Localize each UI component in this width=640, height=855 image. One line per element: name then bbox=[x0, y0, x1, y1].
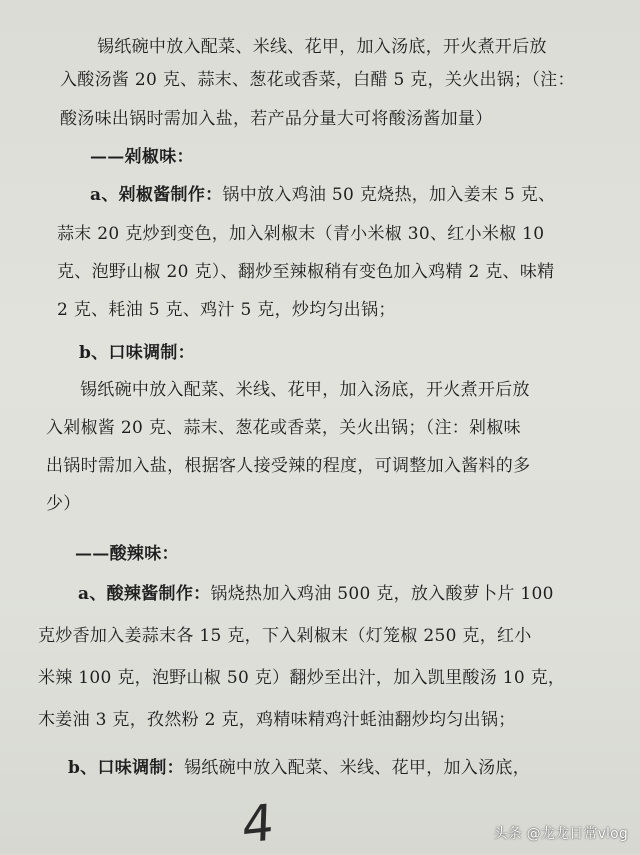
text-line: 米辣 100 克，泡野山椒 50 克）翻炒至出汁，加入凯里酸汤 10 克， bbox=[38, 668, 566, 688]
subsection-heading: b、口味调制： bbox=[79, 343, 195, 363]
text-line: 出锅时需加入盐，根据客人接受辣的程度，可调整加入酱料的多 bbox=[46, 456, 531, 476]
text-line: a、剁椒酱制作：锅中放入鸡油 50 克烧热，加入姜末 5 克、 bbox=[90, 185, 556, 205]
text-line: 少） bbox=[46, 494, 81, 514]
text-line: 蒜末 20 克炒到变色，加入剁椒末（青小米椒 30、红小米椒 10 bbox=[57, 224, 545, 244]
text-line: 2 克、耗油 5 克、鸡汁 5 克，炒均匀出锅； bbox=[57, 300, 396, 320]
watermark: 头条 @龙龙日常vlog bbox=[493, 826, 628, 842]
text-line: 锡纸碗中放入配菜、米线、花甲，加入汤底，开火煮开后放 bbox=[97, 37, 547, 57]
page-number: 4 bbox=[241, 793, 275, 855]
text-line: 克、泡野山椒 20 克）、翻炒至辣椒稍有变色加入鸡精 2 克、味精 bbox=[57, 262, 555, 282]
text-line: 锡纸碗中放入配菜、米线、花甲，加入汤底，开火煮开后放 bbox=[80, 380, 530, 400]
section-heading: ——剁椒味： bbox=[90, 147, 194, 167]
text-line: a、酸辣酱制作：锅烧热加入鸡油 500 克，放入酸萝卜片 100 bbox=[78, 584, 554, 604]
text-line: 入剁椒酱 20 克、蒜末、葱花或香菜，关火出锅；（注：剁椒味 bbox=[46, 418, 521, 438]
text-line: 入酸汤酱 20 克、蒜末、葱花或香菜，白醋 5 克，关火出锅；（注： bbox=[60, 70, 575, 90]
text-line: 酸汤味出锅时需加入盐，若产品分量大可将酸汤酱加量） bbox=[60, 109, 493, 129]
section-heading: ——酸辣味： bbox=[75, 544, 179, 564]
text-line: b、口味调制：锡纸碗中放入配菜、米线、花甲，加入汤底， bbox=[68, 758, 530, 778]
text-line: 木姜油 3 克，孜然粉 2 克，鸡精味精鸡汁蚝油翻炒均匀出锅； bbox=[38, 710, 516, 730]
text-line: 克炒香加入姜蒜末各 15 克，下入剁椒末（灯笼椒 250 克，红小 bbox=[38, 626, 532, 646]
